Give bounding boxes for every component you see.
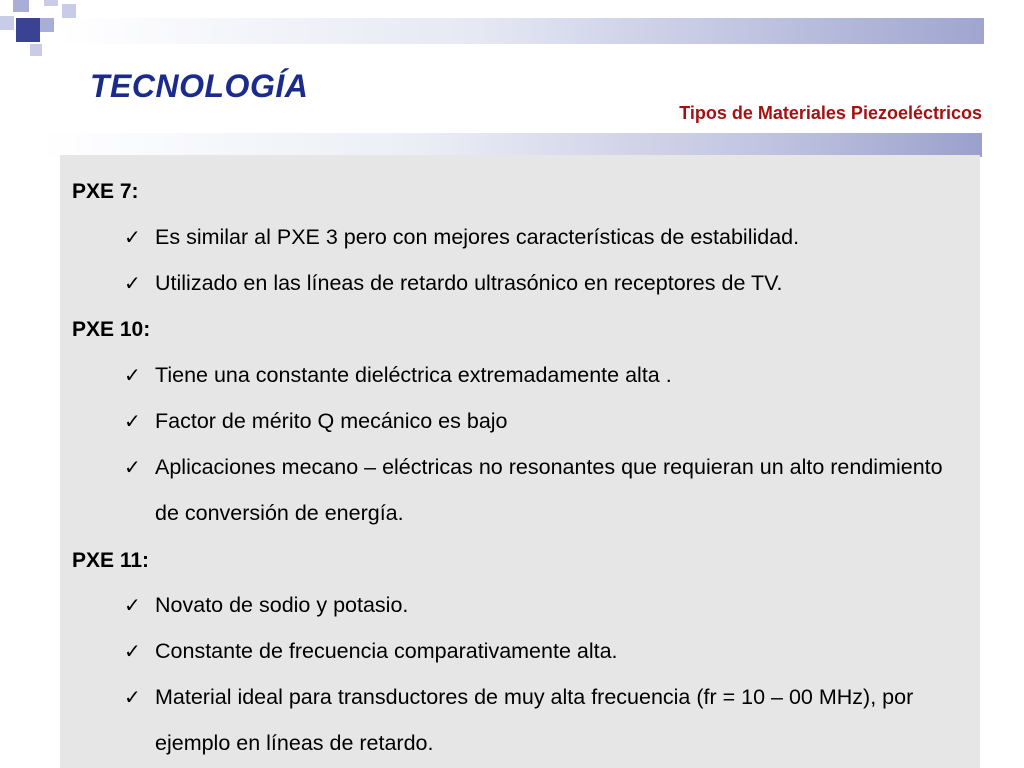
list-item <box>124 214 954 260</box>
checkmark-icon: ✓ <box>124 455 141 479</box>
checkmark-icon: ✓ <box>124 685 141 709</box>
list-item <box>124 352 954 398</box>
decorative-square <box>0 16 14 30</box>
list-item-text: Tiene una constante dieléctrica extremadamente alta . <box>155 363 672 387</box>
slide-title: TECNOLOGÍA <box>90 68 309 104</box>
list-item-text: Utilizado en las líneas de retardo ultrasónico en receptores de TV. <box>155 271 783 295</box>
section-heading: PXE 11: <box>72 549 150 572</box>
section-heading: PXE 7: <box>72 180 139 203</box>
checkmark-icon: ✓ <box>124 593 141 617</box>
list-item <box>124 444 954 536</box>
list-item-text: Aplicaciones mecano – eléctricas no resonantes que requieran un alto rendimiento de conversión de energía. <box>155 455 943 525</box>
decorative-square <box>16 18 40 42</box>
decorative-square <box>13 0 29 12</box>
header-gradient-bar <box>60 18 984 44</box>
checkmark-icon: ✓ <box>124 639 141 663</box>
list-item-text: Constante de frecuencia comparativamente alta. <box>155 639 618 663</box>
decorative-square <box>30 44 42 56</box>
decorative-square <box>62 4 76 18</box>
section-heading: PXE 10: <box>72 318 151 341</box>
list-item <box>124 628 954 674</box>
list-item <box>124 260 954 306</box>
checkmark-icon: ✓ <box>124 271 141 295</box>
list-item <box>124 582 954 628</box>
decorative-square <box>44 0 58 6</box>
list-item-text: Es similar al PXE 3 pero con mejores características de estabilidad. <box>155 225 800 249</box>
checkmark-icon: ✓ <box>124 363 141 387</box>
list-item <box>124 398 954 444</box>
checkmark-icon: ✓ <box>124 409 141 433</box>
divider-gradient-bar <box>40 133 982 157</box>
checkmark-icon: ✓ <box>124 225 141 249</box>
slide-subtitle: Tipos de Materiales Piezoeléctricos <box>679 103 982 123</box>
list-item-text: Factor de mérito Q mecánico es bajo <box>155 409 508 433</box>
list-item <box>124 674 954 766</box>
list-item-text: Material ideal para transductores de muy alta frecuencia (fr = 10 – 00 MHz), por ejemplo en líneas de retardo. <box>155 685 914 755</box>
list-item-text: Novato de sodio y potasio. <box>155 593 409 617</box>
decorative-square <box>40 18 54 32</box>
